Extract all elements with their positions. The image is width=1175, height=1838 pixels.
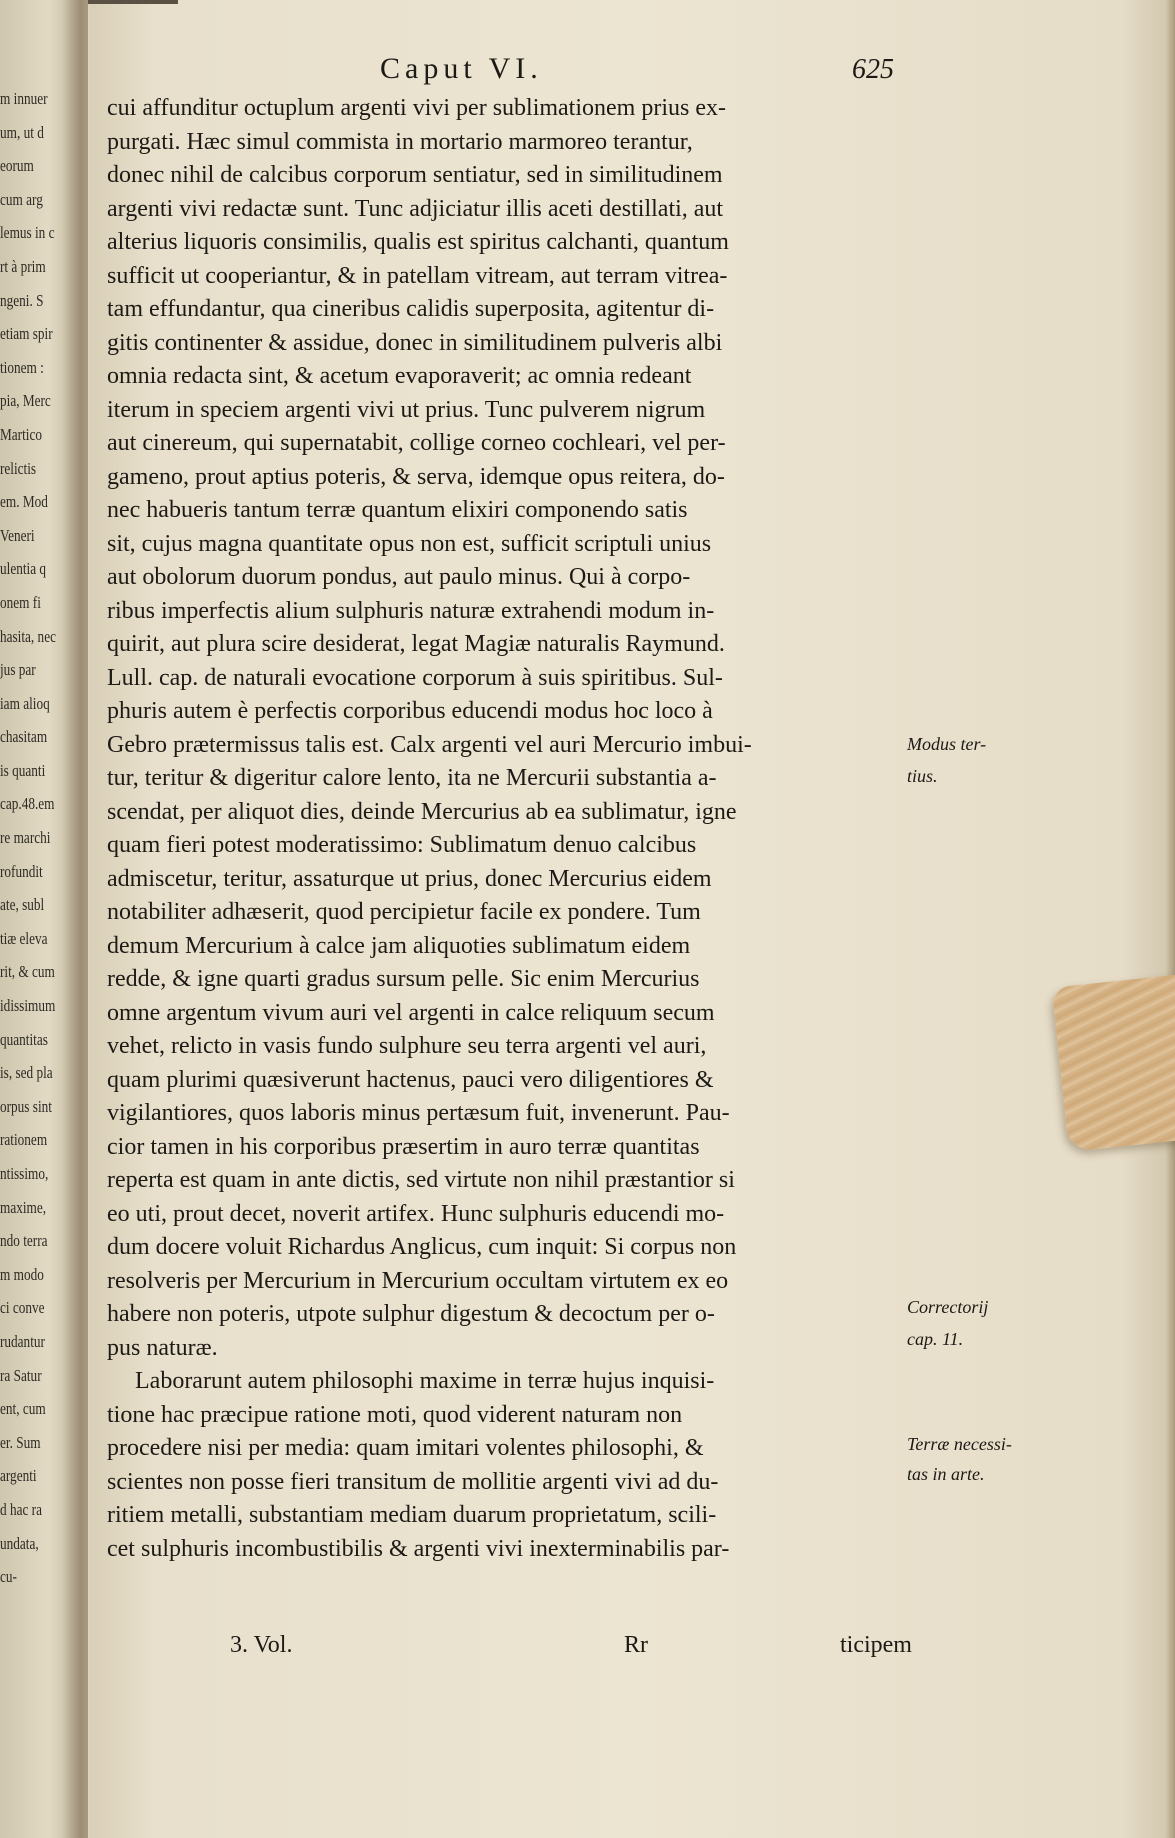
text-line: reperta est quam in ante dictis, sed virtute non nihil præstantior si <box>107 1167 735 1193</box>
page-footer <box>90 1632 950 1672</box>
facing-page-line: em. Mod <box>0 492 48 512</box>
text-line: quirit, aut plura scire desiderat, legat Magiæ naturalis Raymund. <box>107 631 725 657</box>
text-line: sit, cujus magna quantitate opus non est, sufficit scriptuli unius <box>107 530 712 557</box>
text-line: cior tamen in his corporibus præsertim in auro terræ quantitas <box>107 1133 700 1160</box>
text-line: ritiem metalli, substantiam mediam duarum proprietatum, scili- <box>107 1502 717 1528</box>
text-line: vigilantiores, quos laboris minus pertæsum fuit, invenerunt. Pau- <box>107 1100 730 1126</box>
facing-page-line: orpus sint <box>0 1096 52 1116</box>
marginal-note: Modus ter- <box>907 734 987 754</box>
text-line: quam plurimi quæsiverunt hactenus, pauci vero diligentiores & <box>107 1066 714 1093</box>
text-line: notabiliter adhæserit, quod percipietur facile ex pondere. Tum <box>107 899 701 925</box>
facing-page-line: hasita, nec <box>0 626 56 646</box>
text-line: pus naturæ. <box>107 1334 218 1361</box>
text-line: scientes non posse fieri transitum de mollitie argenti vivi ad du- <box>107 1468 719 1495</box>
text-line: admiscetur, teritur, assaturque ut prius, donec Mercurius eidem <box>107 865 712 892</box>
facing-page-line: rt à prim <box>0 256 46 276</box>
facing-page-line: ra Satur <box>0 1365 42 1385</box>
catchword: ticipem <box>840 1632 912 1658</box>
facing-page-line: tiæ eleva <box>0 928 48 948</box>
text-line: tam effundantur, qua cineribus calidis superposita, agitentur di- <box>107 296 715 322</box>
facing-page-line: pia, Merc <box>0 391 51 411</box>
text-line: dum docere voluit Richardus Anglicus, cum inquit: Si corpus non <box>107 1234 737 1260</box>
text-line: iterum in speciem argenti vivi ut prius. Tunc pulverem nigrum <box>107 396 706 423</box>
facing-page-text <box>0 82 69 1594</box>
text-line: quam fieri potest moderatissimo: Sublimatum denuo calcibus <box>107 832 697 858</box>
facing-page-line: ate, subl <box>0 895 45 915</box>
facing-page-line: cum arg <box>0 189 43 209</box>
facing-page-line: rationem <box>0 1130 48 1150</box>
facing-page-fragment <box>0 0 88 1838</box>
facing-page-line: idissimum <box>0 996 56 1016</box>
facing-page-line: m innuer <box>0 89 48 108</box>
facing-page-line: tionem : <box>0 357 44 377</box>
facing-page-line: lemus in c <box>0 223 55 243</box>
signature-mark: Rr <box>624 1632 648 1658</box>
facing-page-line: ulentia q <box>0 559 47 579</box>
facing-page-line: cap.48.em <box>0 794 55 814</box>
marginal-note: tius. <box>907 766 938 786</box>
facing-page-line: d hac ra <box>0 1499 42 1519</box>
facing-page-line: is, sed pla <box>0 1063 53 1083</box>
gutter-fold-shadow <box>62 0 88 1838</box>
text-line: tione hac præcipue ratione moti, quod viderent naturam non <box>107 1401 683 1428</box>
text-line: eo uti, prout decet, noverit artifex. Hunc sulphuris educendi mo- <box>107 1200 725 1227</box>
page-edge <box>1165 0 1175 1838</box>
text-line: sufficit ut cooperiantur, & in patellam vitream, aut terram vitrea- <box>107 262 728 289</box>
facing-page-line: eorum <box>0 156 34 176</box>
top-rule <box>88 0 178 4</box>
facing-page-line: argenti <box>0 1466 37 1486</box>
facing-page-line: ent, cum <box>0 1399 46 1419</box>
facing-page-line: rit, & cum <box>0 962 55 982</box>
text-line: redde, & igne quarti gradus sursum pelle. Sic enim Mercurius <box>107 966 700 992</box>
facing-page-line: cu- <box>0 1567 17 1587</box>
marginal-note: cap. 11. <box>907 1329 964 1349</box>
facing-page-line: etiam spir <box>0 324 53 344</box>
text-line: ribus imperfectis alium sulphuris naturæ extrahendi modum in- <box>107 597 715 624</box>
text-line: aut obolorum duorum pondus, aut paulo minus. Qui à corpo- <box>107 564 691 590</box>
signature-volume: 3. Vol. <box>230 1632 293 1658</box>
text-line: gitis continenter & assidue, donec in similitudinem pulveris albi <box>107 329 723 356</box>
facing-page-line: ci conve <box>0 1298 45 1318</box>
marginal-note: Terræ necessi- <box>907 1434 1012 1454</box>
facing-page-line: ntissimo, <box>0 1164 49 1183</box>
marginal-note: tas in arte. <box>907 1464 985 1484</box>
text-line: phuris autem è perfectis corporibus educendi modus hoc loco à <box>107 698 713 724</box>
running-head: Caput VI. <box>380 52 543 85</box>
text-line: habere non poteris, utpote sulphur digestum & decoctum per o- <box>107 1301 715 1327</box>
facing-page-line: Martico <box>0 424 42 444</box>
text-line: omne argentum vivum auri vel argenti in calce reliquum secum <box>107 999 715 1026</box>
text-line: gameno, prout aptius poteris, & serva, idemque opus reitera, do- <box>107 463 725 490</box>
facing-page-line: onem fi <box>0 592 41 612</box>
text-line: cui affunditur octuplum argenti vivi per sublimationem prius ex- <box>107 95 726 121</box>
text-line: procedere nisi per media: quam imitari volentes philosophi, & <box>107 1435 704 1461</box>
text-line: purgati. Hæc simul commista in mortario marmoreo terantur, <box>107 128 693 155</box>
facing-page-line: re marchi <box>0 828 51 848</box>
text-line: omnia redacta sint, & acetum evaporaverit; ac omnia redeant <box>107 363 692 389</box>
page-number: 625 <box>852 54 894 85</box>
facing-page-line: er. Sum <box>0 1432 41 1452</box>
facing-page-line: quantitas <box>0 1029 48 1049</box>
facing-page-line: relictis <box>0 458 37 478</box>
text-line: alterius liquoris consimilis, qualis est spiritus calchanti, quantum <box>107 229 729 255</box>
body-text <box>107 92 902 1566</box>
facing-page-line: maxime, <box>0 1197 47 1217</box>
facing-page-line: rofundit <box>0 861 43 881</box>
wooden-page-weight <box>1052 973 1175 1152</box>
facing-page-line: m modo <box>0 1264 44 1284</box>
text-line: Lull. cap. de naturali evocatione corporum à suis spiritibus. Sul- <box>107 664 723 691</box>
facing-page-line: ngeni. S <box>0 290 44 310</box>
facing-page-line: ndo terra <box>0 1231 48 1251</box>
text-line: Gebro prætermissus talis est. Calx argenti vel auri Mercurio imbui- <box>107 731 752 758</box>
facing-page-line: rudantur <box>0 1331 45 1351</box>
text-line: cet sulphuris incombustibilis & argenti vivi inexterminabilis par- <box>107 1535 730 1562</box>
text-line: nec habueris tantum terræ quantum elixiri componendo satis <box>107 497 688 523</box>
text-line: aut cinereum, qui supernatabit, collige corneo cochleari, vel per- <box>107 430 726 456</box>
text-line-paragraph-start: Laborarunt autem philosophi maxime in terræ hujus inquisi- <box>135 1368 715 1394</box>
text-line: scendat, per aliquot dies, deinde Mercurius ab ea sublimatur, igne <box>107 798 737 825</box>
facing-page-line: chasitam <box>0 727 48 747</box>
facing-page-line: iam alioq <box>0 693 50 713</box>
facing-page-line: undata, <box>0 1533 39 1553</box>
text-line: tur, teritur & digeritur calore lento, ita ne Mercurii substantia a- <box>107 765 717 791</box>
facing-page-line: is quanti <box>0 760 46 780</box>
text-line: demum Mercurium à calce jam aliquoties sublimatum eidem <box>107 932 691 959</box>
text-line: resolveris per Mercurium in Mercurium occultam virtutem ex eo <box>107 1267 729 1294</box>
marginal-note: Correctorij <box>907 1297 989 1317</box>
facing-page-line: Veneri <box>0 525 35 545</box>
facing-page-line: um, ut d <box>0 122 44 142</box>
facing-page-line: jus par <box>0 660 36 680</box>
text-line: vehet, relicto in vasis fundo sulphure seu terra argenti vel auri, <box>107 1033 707 1059</box>
text-line: donec nihil de calcibus corporum sentiatur, sed in similitudinem <box>107 162 723 188</box>
text-line: argenti vivi redactæ sunt. Tunc adjiciatur illis aceti destillati, aut <box>107 195 724 222</box>
